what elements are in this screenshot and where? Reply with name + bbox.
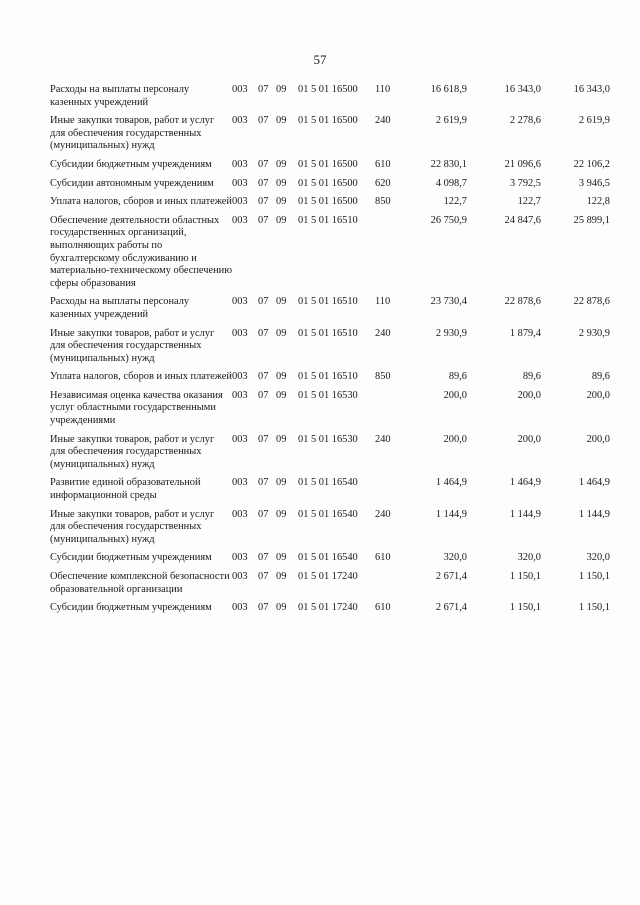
section-code: 07 xyxy=(258,552,269,564)
subsection-code: 09 xyxy=(276,389,287,401)
table-row xyxy=(50,296,610,327)
section-code: 07 xyxy=(258,477,269,489)
row-name: Независимая оценка качества оказания услуг областными государственными учреждениями xyxy=(50,389,223,427)
amount-year-2: 2 278,6 xyxy=(509,115,541,127)
amount-year-1: 200,0 xyxy=(443,433,467,445)
subsection-code: 09 xyxy=(276,177,287,189)
budget-table xyxy=(50,84,610,621)
department-code: 003 xyxy=(232,196,248,208)
amount-year-2: 89,6 xyxy=(522,371,541,383)
amount-year-1: 320,0 xyxy=(443,552,467,564)
row-name: Развитие единой образовательной информационной среды xyxy=(50,477,201,502)
amount-year-2: 1 150,1 xyxy=(509,602,541,614)
table-row xyxy=(50,328,610,372)
target-article-code: 01 5 01 16540 xyxy=(298,552,358,564)
amount-year-1: 23 730,4 xyxy=(430,296,467,308)
subsection-code: 09 xyxy=(276,433,287,445)
table-row xyxy=(50,215,610,297)
department-code: 003 xyxy=(232,552,248,564)
table-row xyxy=(50,571,610,602)
expense-type-code: 240 xyxy=(375,327,391,339)
department-code: 003 xyxy=(232,296,248,308)
department-code: 003 xyxy=(232,477,248,489)
expense-type-code: 240 xyxy=(375,433,391,445)
department-code: 003 xyxy=(232,602,248,614)
target-article-code: 01 5 01 16510 xyxy=(298,214,358,226)
amount-year-1: 2 619,9 xyxy=(435,115,467,127)
table-row xyxy=(50,390,610,434)
section-code: 07 xyxy=(258,115,269,127)
expense-type-code: 610 xyxy=(375,552,391,564)
row-name: Уплата налогов, сборов и иных платежей xyxy=(50,196,232,208)
section-code: 07 xyxy=(258,371,269,383)
expense-type-code: 620 xyxy=(375,177,391,189)
expense-type-code: 110 xyxy=(375,84,391,95)
target-article-code: 01 5 01 16510 xyxy=(298,327,358,339)
amount-year-3: 200,0 xyxy=(586,389,610,401)
section-code: 07 xyxy=(258,327,269,339)
amount-year-3: 25 899,1 xyxy=(573,214,610,226)
row-name: Расходы на выплаты персоналу казенных учреждений xyxy=(50,296,190,320)
subsection-code: 09 xyxy=(276,371,287,383)
section-code: 07 xyxy=(258,84,269,95)
target-article-code: 01 5 01 16540 xyxy=(298,508,358,520)
amount-year-2: 1 879,4 xyxy=(509,327,541,339)
amount-year-1: 1 144,9 xyxy=(435,508,467,520)
table-row xyxy=(50,84,610,115)
expense-type-code: 610 xyxy=(375,158,391,170)
row-name: Иные закупки товаров, работ и услуг для обеспечения государственных (муниципальных) нужд xyxy=(50,115,215,152)
budget-table-body xyxy=(50,84,610,621)
amount-year-3: 3 946,5 xyxy=(578,177,610,189)
subsection-code: 09 xyxy=(276,477,287,489)
amount-year-3: 200,0 xyxy=(586,433,610,445)
amount-year-1: 1 464,9 xyxy=(435,477,467,489)
amount-year-1: 2 671,4 xyxy=(435,571,467,582)
expense-type-code xyxy=(375,215,401,297)
subsection-code: 09 xyxy=(276,571,287,582)
row-name: Расходы на выплаты персоналу казенных учреждений xyxy=(50,84,190,108)
expense-type-code: 850 xyxy=(375,371,391,383)
amount-year-2: 122,7 xyxy=(517,196,541,208)
amount-year-1: 26 750,9 xyxy=(430,214,467,226)
amount-year-3: 2 619,9 xyxy=(578,115,610,127)
target-article-code: 01 5 01 16530 xyxy=(298,433,358,445)
subsection-code: 09 xyxy=(276,296,287,308)
department-code: 003 xyxy=(232,84,248,95)
amount-year-3: 1 150,1 xyxy=(578,602,610,614)
subsection-code: 09 xyxy=(276,84,287,95)
amount-year-2: 21 096,6 xyxy=(504,158,541,170)
row-name: Субсидии автономным учреждениям xyxy=(50,177,214,189)
amount-year-3: 89,6 xyxy=(591,371,610,383)
target-article-code: 01 5 01 16510 xyxy=(298,371,358,383)
section-code: 07 xyxy=(258,158,269,170)
subsection-code: 09 xyxy=(276,196,287,208)
department-code: 003 xyxy=(232,508,248,520)
expense-type-code xyxy=(375,477,401,508)
amount-year-2: 1 464,9 xyxy=(509,477,541,489)
subsection-code: 09 xyxy=(276,327,287,339)
section-code: 07 xyxy=(258,602,269,614)
expense-type-code xyxy=(375,571,401,602)
table-row xyxy=(50,196,610,215)
department-code: 003 xyxy=(232,571,248,582)
row-name: Иные закупки товаров, работ и услуг для обеспечения государственных (муниципальных) нужд xyxy=(50,433,215,470)
row-name: Субсидии бюджетным учреждениям xyxy=(50,158,212,170)
row-name: Уплата налогов, сборов и иных платежей xyxy=(50,371,232,383)
amount-year-3: 1 144,9 xyxy=(578,508,610,520)
amount-year-1: 16 618,9 xyxy=(430,84,467,95)
amount-year-2: 1 144,9 xyxy=(509,508,541,520)
table-row xyxy=(50,115,610,159)
amount-year-2: 200,0 xyxy=(517,433,541,445)
subsection-code: 09 xyxy=(276,552,287,564)
department-code: 003 xyxy=(232,115,248,127)
row-name: Обеспечение деятельности областных государственных организаций, выполняющих работы по бухгалтерскому обслуживанию и материально-техническому обеспечению сферы образования xyxy=(50,214,232,289)
page-number: 57 xyxy=(313,52,327,67)
subsection-code: 09 xyxy=(276,602,287,614)
subsection-code: 09 xyxy=(276,115,287,127)
amount-year-3: 16 343,0 xyxy=(573,84,610,95)
department-code: 003 xyxy=(232,158,248,170)
department-code: 003 xyxy=(232,433,248,445)
amount-year-2: 16 343,0 xyxy=(504,84,541,95)
target-article-code: 01 5 01 16500 xyxy=(298,84,358,95)
target-article-code: 01 5 01 17240 xyxy=(298,602,358,614)
section-code: 07 xyxy=(258,508,269,520)
department-code: 003 xyxy=(232,177,248,189)
table-row xyxy=(50,509,610,553)
department-code: 003 xyxy=(232,371,248,383)
expense-type-code: 240 xyxy=(375,508,391,520)
table-row xyxy=(50,159,610,178)
expense-type-code: 110 xyxy=(375,296,391,308)
expense-type-code: 850 xyxy=(375,196,391,208)
row-name: Обеспечение комплексной безопасности образовательной организации xyxy=(50,571,230,595)
target-article-code: 01 5 01 16500 xyxy=(298,115,358,127)
department-code: 003 xyxy=(232,214,248,226)
amount-year-3: 1 464,9 xyxy=(578,477,610,489)
table-row xyxy=(50,434,610,478)
row-name: Субсидии бюджетным учреждениям xyxy=(50,552,212,564)
target-article-code: 01 5 01 16530 xyxy=(298,389,358,401)
amount-year-2: 200,0 xyxy=(517,389,541,401)
section-code: 07 xyxy=(258,214,269,226)
expense-type-code xyxy=(375,390,401,434)
amount-year-3: 122,8 xyxy=(586,196,610,208)
amount-year-2: 24 847,6 xyxy=(504,214,541,226)
amount-year-2: 1 150,1 xyxy=(509,571,541,582)
subsection-code: 09 xyxy=(276,214,287,226)
amount-year-1: 4 098,7 xyxy=(435,177,467,189)
amount-year-1: 22 830,1 xyxy=(430,158,467,170)
table-row xyxy=(50,477,610,508)
table-row xyxy=(50,552,610,571)
amount-year-3: 320,0 xyxy=(586,552,610,564)
target-article-code: 01 5 01 16500 xyxy=(298,196,358,208)
amount-year-2: 3 792,5 xyxy=(509,177,541,189)
amount-year-3: 22 106,2 xyxy=(573,158,610,170)
department-code: 003 xyxy=(232,327,248,339)
amount-year-3: 22 878,6 xyxy=(573,296,610,308)
amount-year-1: 200,0 xyxy=(443,389,467,401)
amount-year-1: 2 671,4 xyxy=(435,602,467,614)
target-article-code: 01 5 01 16510 xyxy=(298,296,358,308)
amount-year-2: 22 878,6 xyxy=(504,296,541,308)
row-name: Иные закупки товаров, работ и услуг для обеспечения государственных (муниципальных) нужд xyxy=(50,508,215,545)
amount-year-1: 89,6 xyxy=(448,371,467,383)
section-code: 07 xyxy=(258,433,269,445)
department-code: 003 xyxy=(232,389,248,401)
table-row xyxy=(50,602,610,621)
section-code: 07 xyxy=(258,296,269,308)
subsection-code: 09 xyxy=(276,158,287,170)
expense-type-code: 240 xyxy=(375,115,391,127)
target-article-code: 01 5 01 16540 xyxy=(298,477,358,489)
row-name: Субсидии бюджетным учреждениям xyxy=(50,602,212,614)
target-article-code: 01 5 01 17240 xyxy=(298,571,358,582)
table-row xyxy=(50,371,610,390)
section-code: 07 xyxy=(258,177,269,189)
amount-year-1: 122,7 xyxy=(443,196,467,208)
target-article-code: 01 5 01 16500 xyxy=(298,158,358,170)
amount-year-3: 2 930,9 xyxy=(578,327,610,339)
target-article-code: 01 5 01 16500 xyxy=(298,177,358,189)
expense-type-code: 610 xyxy=(375,602,391,614)
amount-year-1: 2 930,9 xyxy=(435,327,467,339)
section-code: 07 xyxy=(258,389,269,401)
amount-year-3: 1 150,1 xyxy=(578,571,610,582)
table-row xyxy=(50,178,610,197)
amount-year-2: 320,0 xyxy=(517,552,541,564)
section-code: 07 xyxy=(258,196,269,208)
section-code: 07 xyxy=(258,571,269,582)
row-name: Иные закупки товаров, работ и услуг для обеспечения государственных (муниципальных) нужд xyxy=(50,327,215,364)
subsection-code: 09 xyxy=(276,508,287,520)
